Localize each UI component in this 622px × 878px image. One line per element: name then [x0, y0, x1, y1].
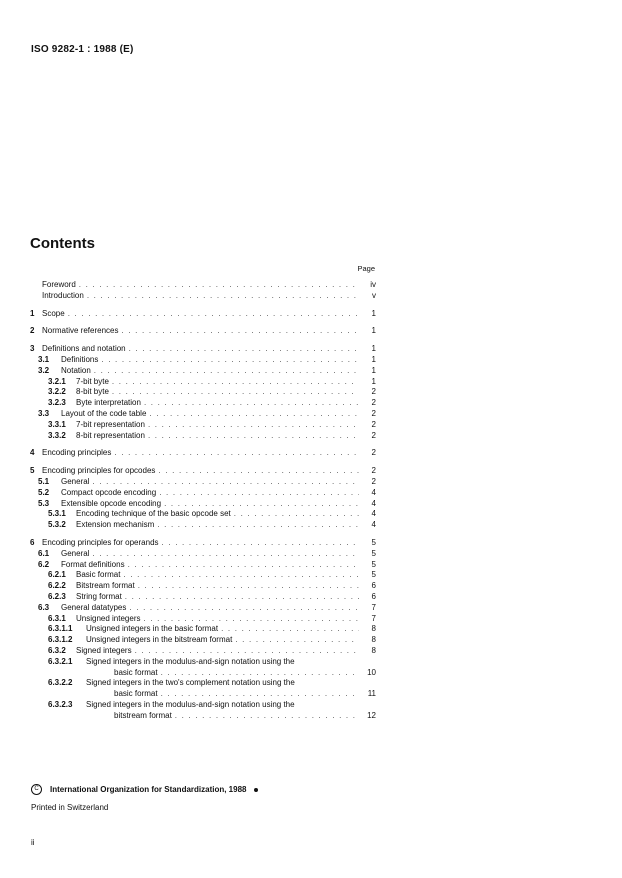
- toc-entry-title: basic format: [114, 689, 158, 699]
- toc-entry-page: 2: [371, 398, 376, 408]
- toc-entry: [30, 570, 376, 581]
- toc-entry-page: 8: [371, 635, 376, 645]
- toc-entry-page: iv: [370, 280, 376, 289]
- toc-entry-title: Unsigned integers in the bitstream format: [86, 635, 233, 645]
- toc-entry-page: 2: [371, 466, 376, 476]
- toc-entry: [30, 431, 376, 442]
- toc-entry-number: 6.3.1.2: [48, 635, 73, 645]
- toc-entry: [30, 309, 376, 320]
- toc-entry: [30, 560, 376, 571]
- dot-leader: [221, 624, 359, 635]
- toc-entry: [30, 635, 376, 646]
- toc-entry: [30, 689, 376, 700]
- toc-entry: [30, 326, 376, 337]
- toc-entry: [30, 549, 376, 560]
- toc-entry-title: Layout of the code table: [61, 408, 147, 418]
- toc-entry-title: Encoding principles: [42, 448, 112, 458]
- toc-entry: [30, 291, 376, 302]
- toc-entry: [30, 355, 376, 366]
- toc-entry-number: 5.2: [38, 487, 50, 497]
- toc-entry-number: 3.3.2: [48, 430, 66, 440]
- toc-entry-number: 6.3.2.1: [48, 656, 73, 666]
- toc-entry-page: 4: [371, 520, 376, 530]
- toc-entry-page: 2: [371, 476, 376, 486]
- dot-leader: [235, 635, 359, 646]
- bullet-icon: [254, 788, 258, 792]
- toc-entry-page: 5: [371, 559, 376, 569]
- toc-entry-title: bitstream format: [114, 710, 172, 720]
- toc-entry: [30, 366, 376, 377]
- toc-entry-number: 3.2: [38, 365, 50, 375]
- dot-leader: [101, 355, 359, 366]
- dot-leader: [148, 420, 359, 431]
- toc-entry: [30, 477, 376, 488]
- toc-entry: [30, 711, 376, 722]
- toc-entry: [30, 603, 376, 614]
- toc-entry-page: 5: [371, 570, 376, 580]
- toc-entry-page: 2: [371, 419, 376, 429]
- dot-leader: [129, 603, 359, 614]
- toc-entry-number: 2: [30, 326, 35, 336]
- toc-entry: [30, 499, 376, 510]
- toc-entry-page: 12: [367, 710, 376, 720]
- toc-entry-title: Normative references: [42, 326, 119, 336]
- toc-entry: [30, 614, 376, 625]
- toc-entry: [30, 520, 376, 531]
- dot-leader: [161, 668, 359, 679]
- dot-leader: [68, 309, 359, 320]
- dot-leader: [143, 614, 359, 625]
- toc-entry-page: 7: [371, 613, 376, 623]
- toc-entry: [30, 700, 376, 711]
- toc-entry-page: 1: [371, 344, 376, 354]
- toc-entry-page: 4: [371, 509, 376, 519]
- toc-entry-number: 3.2.2: [48, 387, 66, 397]
- toc-entry-page: 2: [371, 408, 376, 418]
- toc-entry-title: Unsigned integers: [76, 613, 141, 623]
- dot-leader: [125, 592, 359, 603]
- table-of-contents: [30, 280, 376, 721]
- toc-entry-page: 1: [371, 354, 376, 364]
- toc-entry-title: General: [61, 476, 90, 486]
- toc-entry-page: 6: [371, 591, 376, 601]
- toc-entry: [30, 420, 376, 431]
- toc-entry-title: Notation: [61, 365, 91, 375]
- toc-entry-title: Extension mechanism: [76, 520, 155, 530]
- toc-entry-title: Extensible opcode encoding: [61, 498, 162, 508]
- toc-entry-number: 6.3.2.2: [48, 678, 73, 688]
- toc-entry-title: 8-bit byte: [76, 387, 109, 397]
- dot-leader: [112, 377, 359, 388]
- toc-entry-title: 7-bit byte: [76, 376, 109, 386]
- toc-entry: [30, 509, 376, 520]
- dot-leader: [144, 398, 359, 409]
- toc-entry-title: Definitions and notation: [42, 344, 126, 354]
- dot-leader: [175, 711, 359, 722]
- toc-entry-number: 5.3.1: [48, 509, 66, 519]
- toc-entry-number: 6.3.1: [48, 613, 66, 623]
- copyright-text: International Organization for Standardization, 1988: [50, 785, 247, 794]
- toc-entry-number: 6: [30, 537, 35, 547]
- toc-entry-title: Foreword: [42, 280, 76, 289]
- toc-entry-title: Encoding technique of the basic opcode set: [76, 509, 231, 519]
- toc-entry-title: Unsigned integers in the basic format: [86, 624, 219, 634]
- dot-leader: [129, 344, 359, 355]
- toc-entry: [30, 466, 376, 477]
- printed-in: Printed in Switzerland: [31, 803, 109, 812]
- toc-entry-title: Bitstream format: [76, 581, 135, 591]
- toc-entry: [30, 592, 376, 603]
- toc-entry: [30, 538, 376, 549]
- toc-entry-title: basic format: [114, 667, 158, 677]
- toc-entry-number: 5: [30, 466, 35, 476]
- dot-leader: [138, 581, 359, 592]
- toc-entry-number: 3.3.1: [48, 419, 66, 429]
- toc-entry: [30, 387, 376, 398]
- toc-entry-page: 4: [371, 498, 376, 508]
- dot-leader: [79, 280, 359, 291]
- dot-leader: [121, 326, 359, 337]
- toc-entry-number: 6.3: [38, 602, 50, 612]
- toc-entry-page: 2: [371, 430, 376, 440]
- dot-leader: [162, 538, 359, 549]
- toc-entry: [30, 344, 376, 355]
- dot-leader: [92, 549, 359, 560]
- toc-entry-number: 6.3.2: [48, 645, 66, 655]
- toc-entry-number: 6.2: [38, 559, 50, 569]
- dot-leader: [92, 477, 359, 488]
- toc-entry-number: 6.1: [38, 548, 50, 558]
- toc-entry-title: Scope: [42, 308, 65, 318]
- toc-entry-number: 6.2.1: [48, 570, 66, 580]
- toc-entry: [30, 280, 376, 291]
- dot-leader: [234, 509, 359, 520]
- toc-entry-number: 3.3: [38, 408, 50, 418]
- toc-entry-page: 2: [371, 387, 376, 397]
- dot-leader: [87, 291, 359, 302]
- toc-entry-page: 10: [367, 667, 376, 677]
- toc-entry-number: 5.1: [38, 476, 50, 486]
- toc-entry-page: 8: [371, 624, 376, 634]
- toc-entry-title: String format: [76, 591, 122, 601]
- copyright-line: [31, 784, 258, 795]
- copyright-icon: C: [31, 784, 42, 795]
- page-column-label: Page: [357, 264, 375, 273]
- toc-entry-number: 4: [30, 448, 35, 458]
- dot-leader: [148, 431, 359, 442]
- toc-entry: [30, 646, 376, 657]
- toc-entry-title: Encoding principles for opcodes: [42, 466, 156, 476]
- toc-entry-number: 5.3.2: [48, 520, 66, 530]
- dot-leader: [114, 448, 359, 459]
- toc-entry-number: 3.1: [38, 354, 50, 364]
- toc-entry-page: 7: [371, 602, 376, 612]
- toc-entry-page: 8: [371, 645, 376, 655]
- toc-entry-title: Basic format: [76, 570, 121, 580]
- toc-entry-number: 3: [30, 344, 35, 354]
- toc-entry-number: 6.3.2.3: [48, 699, 73, 709]
- dot-leader: [112, 387, 359, 398]
- toc-entry-page: 5: [371, 537, 376, 547]
- toc-entry: [30, 581, 376, 592]
- dot-leader: [159, 488, 359, 499]
- toc-entry-number: 6.2.3: [48, 591, 66, 601]
- toc-entry-title: 7-bit representation: [76, 419, 145, 429]
- document-header: ISO 9282-1 : 1988 (E): [31, 44, 134, 55]
- toc-entry-title: Format definitions: [61, 559, 125, 569]
- toc-entry-title: Encoding principles for operands: [42, 537, 159, 547]
- toc-entry-page: 5: [371, 548, 376, 558]
- toc-entry: [30, 668, 376, 679]
- toc-entry: [30, 398, 376, 409]
- dot-leader: [164, 499, 359, 510]
- toc-entry-number: 6.3.1.1: [48, 624, 73, 634]
- dot-leader: [94, 366, 359, 377]
- page-title: Contents: [30, 235, 95, 252]
- toc-entry-number: 5.3: [38, 498, 50, 508]
- toc-entry-title: Signed integers in the two's complement notation using the: [86, 678, 295, 688]
- toc-entry-title: General: [61, 548, 90, 558]
- toc-entry-title: General datatypes: [61, 602, 127, 612]
- toc-entry-page: v: [372, 290, 376, 300]
- dot-leader: [135, 646, 359, 657]
- toc-entry-number: 6.2.2: [48, 581, 66, 591]
- toc-entry-title: Definitions: [61, 354, 99, 364]
- toc-entry-title: Compact opcode encoding: [61, 487, 157, 497]
- toc-entry-page: 1: [371, 308, 376, 318]
- page-number: ii: [31, 838, 35, 847]
- toc-entry-page: 1: [371, 326, 376, 336]
- toc-entry-title: Signed integers in the modulus-and-sign notation using the: [86, 699, 295, 709]
- dot-leader: [123, 570, 359, 581]
- toc-entry: [30, 488, 376, 499]
- dot-leader: [149, 409, 359, 420]
- toc-entry-page: 1: [371, 376, 376, 386]
- toc-entry-page: 1: [371, 365, 376, 375]
- toc-entry-title: Byte interpretation: [76, 398, 141, 408]
- toc-entry-number: 1: [30, 308, 35, 318]
- toc-entry-number: 3.2.1: [48, 376, 66, 386]
- dot-leader: [158, 466, 359, 477]
- dot-leader: [128, 560, 359, 571]
- dot-leader: [157, 520, 359, 531]
- toc-entry: [30, 657, 376, 668]
- toc-entry-title: Signed integers in the modulus-and-sign notation using the: [86, 656, 295, 666]
- toc-entry-title: Signed integers: [76, 645, 132, 655]
- toc-entry-page: 11: [367, 689, 376, 699]
- toc-entry-page: 6: [371, 581, 376, 591]
- toc-entry-page: 4: [371, 487, 376, 497]
- toc-entry-number: 3.2.3: [48, 398, 66, 408]
- dot-leader: [161, 689, 359, 700]
- toc-entry: [30, 624, 376, 635]
- toc-entry: [30, 678, 376, 689]
- toc-entry-title: Introduction: [42, 290, 84, 300]
- toc-entry: [30, 377, 376, 388]
- toc-entry: [30, 448, 376, 459]
- toc-entry-page: 2: [371, 448, 376, 458]
- toc-entry: [30, 409, 376, 420]
- toc-entry-title: 8-bit representation: [76, 430, 145, 440]
